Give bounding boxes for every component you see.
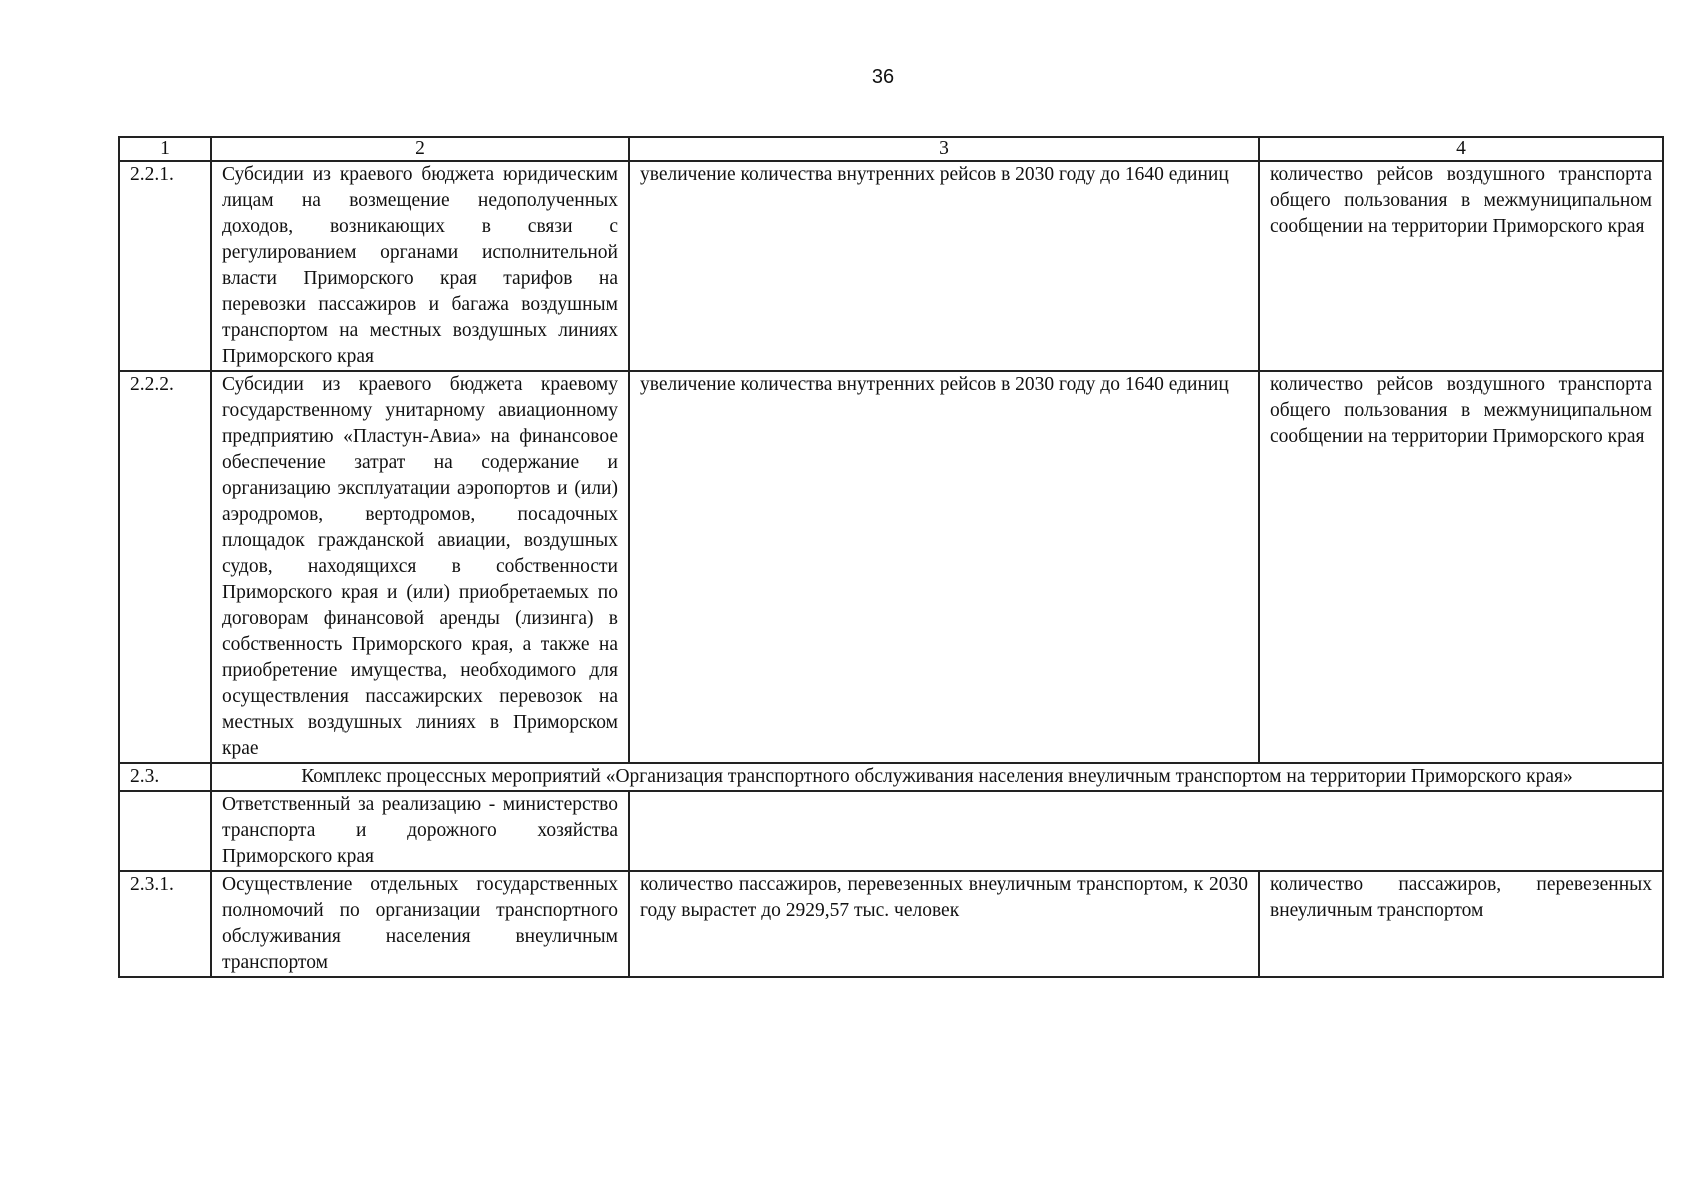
row-number: [119, 791, 211, 871]
measures-table: [118, 136, 1664, 978]
column-header: 4: [1259, 137, 1663, 161]
table-row: [119, 371, 1663, 763]
measure-name: Субсидии из краевого бюджета краевому государственному унитарному авиационному предприятию «Пластун-Авиа» на финансовое обеспечение затрат на содержание и организацию эксплуатации аэропортов и (или) аэродромов, вертодромов, посадочных площадок гражданской авиации, воздушных судов, находящихся в собственности Приморского края и (или) приобретаемых по договорам финансовой аренды (лизинга) в собственность Приморского края, а также на приобретение имущества, необходимого для осуществления пассажирских перевозок на местных воздушных линиях в Приморском крае: [211, 371, 629, 763]
table-row: [119, 161, 1663, 371]
row-number: 2.2.2.: [119, 371, 211, 763]
indicator: количество рейсов воздушного транспорта общего пользования в межмуниципальном сообщении на территории Приморского края: [1259, 371, 1663, 763]
row-number: 2.3.1.: [119, 871, 211, 977]
measure-name: Субсидии из краевого бюджета юридическим лицам на возмещение недополученных доходов, возникающих в связи с регулированием органами исполнительной власти Приморского края тарифов на перевозки пассажиров и багажа воздушным транспортом на местных воздушных линиях Приморского края: [211, 161, 629, 371]
measure-name: Осуществление отдельных государственных полномочий по организации транспортного обслуживания населения внеуличным транспортом: [211, 871, 629, 977]
page-number: 36: [871, 66, 895, 88]
section-row: [119, 763, 1663, 791]
column-header: 2: [211, 137, 629, 161]
indicator: количество рейсов воздушного транспорта общего пользования в межмуниципальном сообщении на территории Приморского края: [1259, 161, 1663, 371]
expected-result: увеличение количества внутренних рейсов в 2030 году до 1640 единиц: [629, 161, 1259, 371]
row-number: 2.2.1.: [119, 161, 211, 371]
table-header-row: [119, 137, 1663, 161]
empty-cell: [629, 791, 1663, 871]
section-title: Комплекс процессных мероприятий «Организация транспортного обслуживания населения внеуличным транспортом на территории Приморского края»: [211, 763, 1663, 791]
expected-result: увеличение количества внутренних рейсов в 2030 году до 1640 единиц: [629, 371, 1259, 763]
responsible-row: [119, 791, 1663, 871]
responsible-text: Ответственный за реализацию - министерство транспорта и дорожного хозяйства Приморского края: [211, 791, 629, 871]
section-number: 2.3.: [119, 763, 211, 791]
table-row: [119, 871, 1663, 977]
column-header: 1: [119, 137, 211, 161]
column-header: 3: [629, 137, 1259, 161]
expected-result: количество пассажиров, перевезенных внеуличным транспортом, к 2030 году вырастет до 2929,57 тыс. человек: [629, 871, 1259, 977]
indicator: количество пассажиров, перевезенных внеуличным транспортом: [1259, 871, 1663, 977]
